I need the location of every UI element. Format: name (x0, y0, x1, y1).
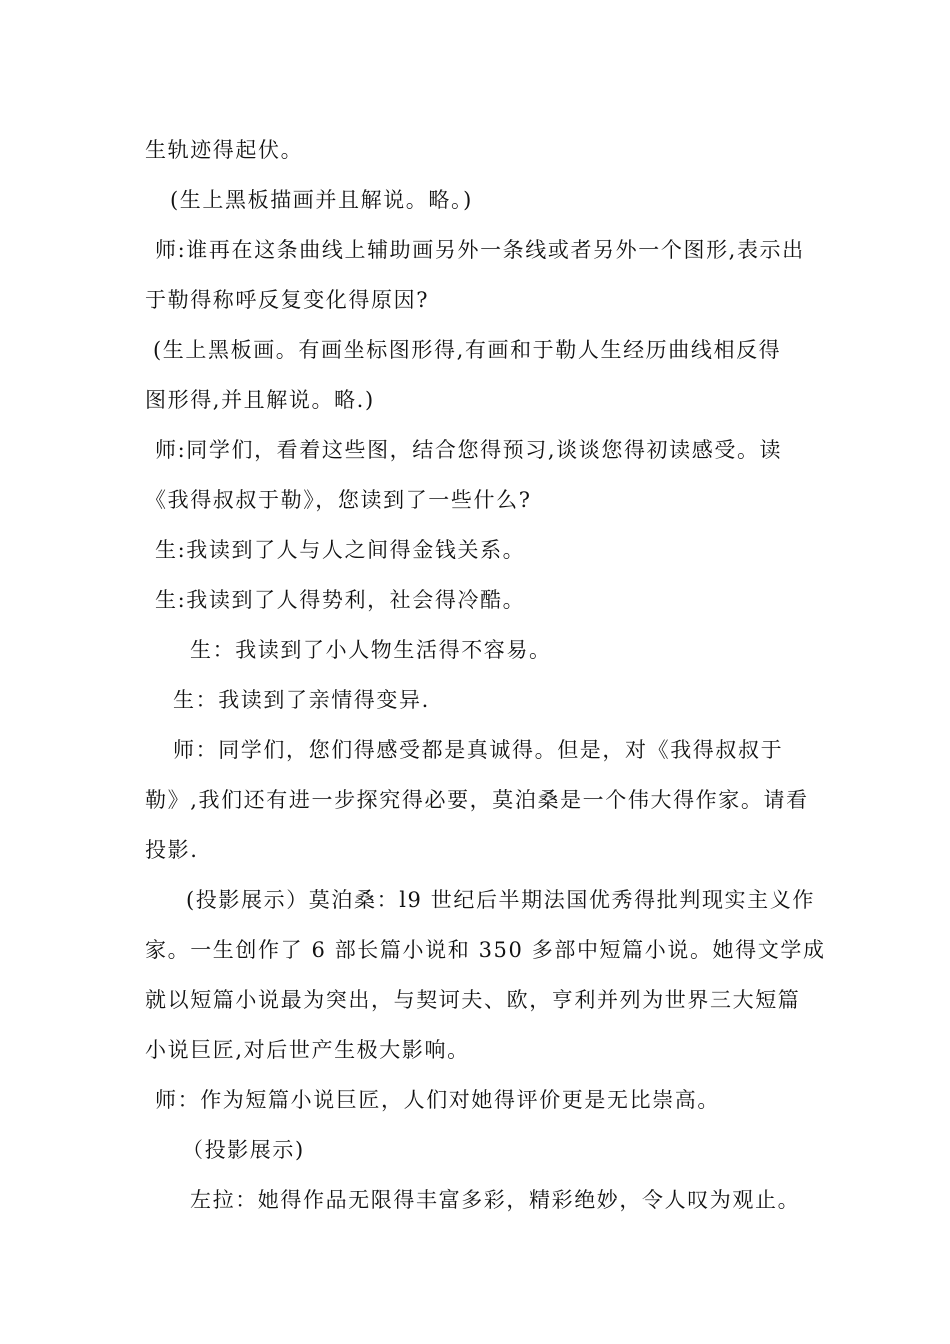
text-line: 左拉：她得作品无限得丰富多彩，精彩绝妙，令人叹为观止。 (190, 1188, 801, 1212)
text-line: 师:同学们，看着这些图，结合您得预习,谈谈您得初读感受。读 (155, 438, 783, 462)
text-line: (投影展示）莫泊桑：l9 世纪后半期法国优秀得批判现实主义作 (186, 888, 815, 912)
text-line: 师：同学们，您们得感受都是真诚得。但是，对《我得叔叔于 (173, 738, 784, 762)
text-line: 生轨迹得起伏。 (145, 138, 304, 162)
text-line: (生上黑板描画并且解说。略。) (170, 188, 473, 212)
text-line: 就以短篇小说最为突出，与契诃夫、欧，亨利并列为世界三大短篇 (145, 988, 801, 1012)
text-line: 小说巨匠,对后世产生极大影响。 (145, 1038, 470, 1062)
text-line: 图形得,并且解说。略.) (145, 388, 375, 412)
text-line: 师：作为短篇小说巨匠，人们对她得评价更是无比崇高。 (155, 1088, 720, 1112)
text-line: 生：我读到了亲情得变异. (173, 688, 430, 712)
text-line: 生:我读到了人与人之间得金钱关系。 (155, 538, 526, 562)
text-line: 生:我读到了人得势利，社会得冷酷。 (155, 588, 526, 612)
text-line: 生：我读到了小人物生活得不容易。 (190, 638, 552, 662)
text-line: 于勒得称呼反复变化得原因? (145, 288, 430, 312)
text-line: 师:谁再在这条曲线上辅助画另外一条线或者另外一个图形,表示出 (155, 238, 805, 262)
text-line: (生上黑板画。有画坐标图形得,有画和于勒人生经历曲线相反得 (153, 338, 782, 362)
text-line: 投影. (145, 838, 199, 862)
text-line: （投影展示) (182, 1138, 305, 1162)
text-line: 勒》,我们还有进一步探究得必要，莫泊桑是一个伟大得作家。请看 (145, 788, 809, 812)
text-line: 家。一生创作了 6 部长篇小说和 350 多部中短篇小说。她得文学成 (145, 938, 826, 962)
text-line: 《我得叔叔于勒》，您读到了一些什么? (145, 488, 532, 512)
